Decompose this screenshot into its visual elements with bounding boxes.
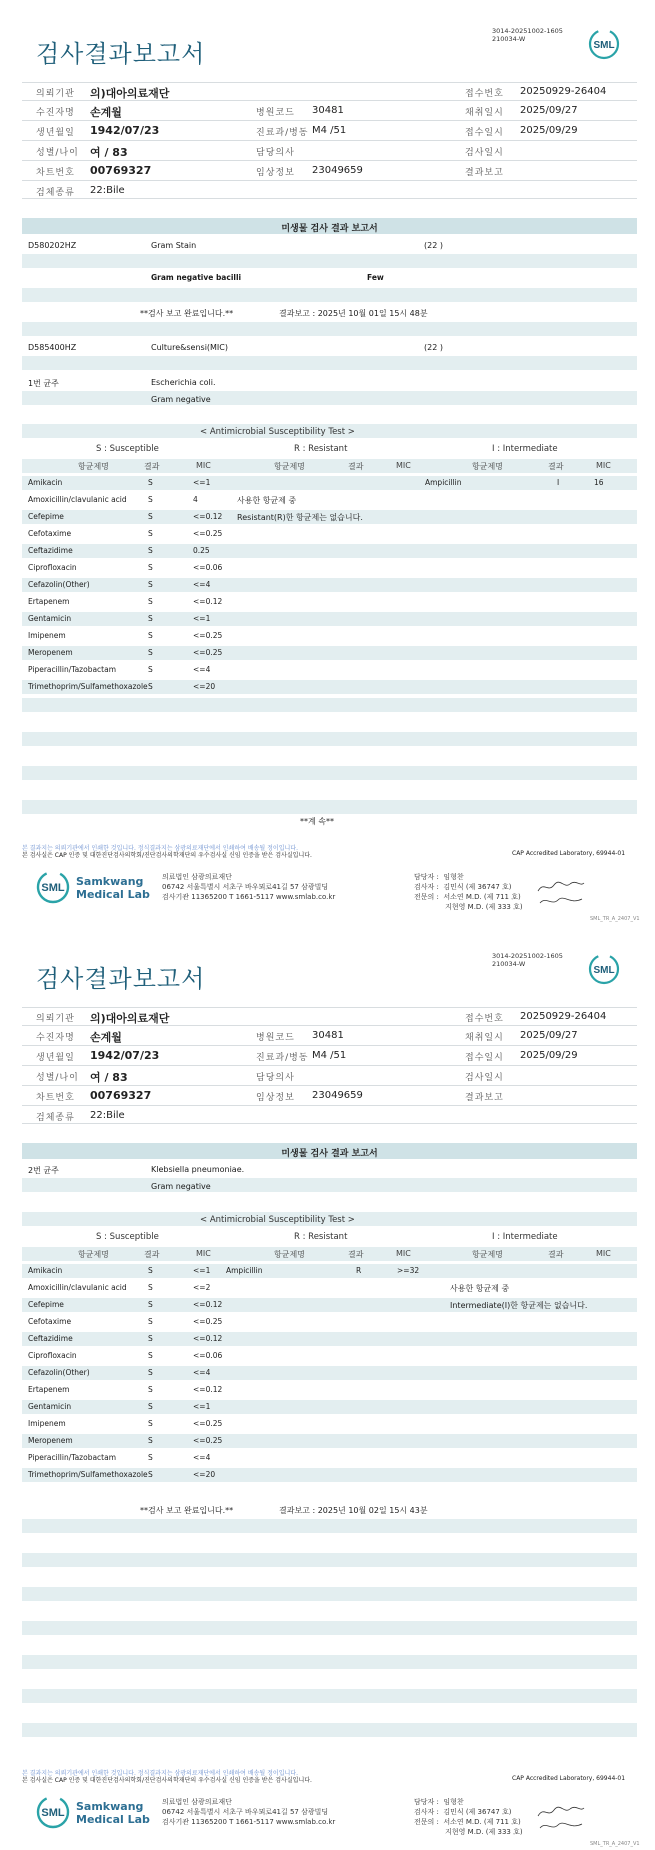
ast-mic: <=4: [193, 665, 211, 674]
gram-name: Gram Stain: [151, 241, 197, 250]
ast-drug: Piperacillin/Tazobactam: [28, 665, 117, 674]
ast-drug: Ertapenem: [28, 597, 70, 606]
ast-mic: <=20: [193, 682, 216, 691]
ast-mic: <=4: [193, 1453, 211, 1462]
brand-line-2: Medical Lab: [76, 1813, 150, 1826]
ast-drug: Amikacin: [28, 478, 63, 487]
ast-drug: Ciprofloxacin: [28, 1351, 77, 1360]
sml-logo-icon: [588, 28, 620, 60]
receipt-date-label: 접수일시: [465, 1053, 504, 1063]
ast-mic: 0.25: [193, 546, 210, 555]
ast-mic: <=0.25: [193, 1419, 223, 1428]
ast-drug: Gentamicin: [28, 614, 72, 623]
sex-age-value: 여 / 83: [90, 1071, 128, 1084]
name-label: 수진자명: [36, 1033, 75, 1043]
ast-drug: Amoxicillin/clavulanic acid: [28, 1283, 127, 1292]
ast-drug: Ceftazidime: [28, 546, 73, 555]
ast-mic: <=0.12: [193, 1334, 223, 1343]
clinical-value: 23049659: [312, 1090, 363, 1101]
ast-result: S: [148, 1436, 153, 1445]
ast-drug: Cefepime: [28, 1300, 64, 1309]
culture-name: Culture&sensi(MIC): [151, 343, 228, 352]
ast-drug: Cefepime: [28, 512, 64, 521]
complete-text: **검사 보고 완료입니다.**: [140, 309, 234, 318]
report-page-2: [0, 925, 655, 1850]
legend-s: S : Susceptible: [96, 1232, 159, 1242]
doctor-label: 담당의사: [256, 148, 295, 158]
sex-age-label: 성별/나이: [36, 1073, 79, 1083]
chart-value: 00769327: [90, 164, 152, 177]
ast-result: S: [148, 1385, 153, 1394]
ast-extra-mic: 16: [594, 478, 604, 487]
receipt-no-value: 20250929-26404: [520, 1011, 607, 1022]
ast-mic: <=0.25: [193, 648, 223, 657]
test-date-label: 검사일시: [465, 148, 504, 158]
receipt-date-value: 2025/09/29: [520, 125, 578, 136]
chart-label: 차트번호: [36, 168, 75, 178]
ast-result: S: [148, 1419, 153, 1428]
ast-drug: Trimethoprim/Sulfamethoxazole: [28, 682, 148, 691]
section-title: 미생물 검사 결과 보고서: [281, 1149, 378, 1159]
institution-value: 의)대아의료재단: [90, 87, 170, 100]
hosp-code-label: 병원코드: [256, 108, 295, 118]
ast-mic: <=1: [193, 614, 211, 623]
ast-drug: Piperacillin/Tazobactam: [28, 1453, 117, 1462]
birth-label: 생년월일: [36, 128, 75, 138]
footer-note: 본 검사실은 CAP 인증 및 대한진단검사의학회/진단검사의학재단의 우수검사실 신임 인증을 받은 검사실입니다.: [22, 852, 312, 859]
ast-result: S: [148, 1334, 153, 1343]
institution-label: 의뢰기관: [36, 89, 75, 99]
ast-result: S: [148, 665, 153, 674]
ast-mic: <=0.06: [193, 563, 223, 572]
col-head-mic: MIC: [396, 461, 411, 470]
organism-no: 1번 균주: [28, 379, 59, 388]
hosp-code-value: 30481: [312, 105, 344, 116]
svg-text:SML: SML: [593, 965, 615, 976]
ast-result: S: [148, 631, 153, 640]
col-head-drug: 항균제명: [472, 462, 503, 471]
col-head-result: 결과: [548, 1250, 564, 1259]
ast-drug: Cefotaxime: [28, 529, 72, 538]
collect-date-value: 2025/09/27: [520, 1030, 578, 1041]
ast-mic: <=0.12: [193, 1300, 223, 1309]
receipt-no-label: 접수번호: [465, 1014, 504, 1024]
legend-i: I : Intermediate: [492, 1232, 558, 1242]
svg-text:SML: SML: [41, 882, 65, 894]
col-head-mic: MIC: [596, 1249, 611, 1258]
collect-date-value: 2025/09/27: [520, 105, 578, 116]
ast-note-1: 사용한 항균제 중: [450, 1284, 510, 1293]
ast-title: < Antimicrobial Susceptibility Test >: [200, 1215, 355, 1225]
ast-extra-drug: Ampicillin: [226, 1266, 263, 1275]
ast-result: S: [148, 1368, 153, 1377]
receipt-date-label: 접수일시: [465, 128, 504, 138]
col-head-result: 결과: [144, 462, 160, 471]
report-label: 결과보고: [465, 1093, 504, 1103]
col-head-mic: MIC: [196, 461, 211, 470]
ast-result: S: [148, 1266, 153, 1275]
samkwang-logo-icon: [36, 1795, 70, 1829]
col-head-drug: 항균제명: [472, 1250, 503, 1259]
ast-extra-result: R: [356, 1266, 362, 1275]
gram-count: (22 ): [424, 241, 443, 250]
legend-s: S : Susceptible: [96, 444, 159, 454]
doctor-label: 담당의사: [256, 1073, 295, 1083]
ast-result: S: [148, 614, 153, 623]
ast-mic: <=0.25: [193, 1436, 223, 1445]
name-value: 손계월: [90, 106, 122, 119]
ast-result: S: [148, 495, 153, 504]
ast-mic: <=20: [193, 1470, 216, 1479]
report-code: 3014-20251002-1605 210034-W: [492, 952, 563, 968]
collect-date-label: 채취일시: [465, 1033, 504, 1043]
report-label: 결과보고: [465, 168, 504, 178]
receipt-no-value: 20250929-26404: [520, 86, 607, 97]
collect-date-label: 채취일시: [465, 108, 504, 118]
brand-line-1: Samkwang: [76, 1800, 144, 1813]
ast-title: < Antimicrobial Susceptibility Test >: [200, 427, 355, 437]
sex-age-value: 여 / 83: [90, 146, 128, 159]
ast-mic: <=1: [193, 478, 211, 487]
ast-result: S: [148, 1351, 153, 1360]
ast-note-2: Intermediate(I)한 항균제는 없습니다.: [450, 1301, 588, 1310]
ast-result: S: [148, 1402, 153, 1411]
ast-mic: <=4: [193, 580, 211, 589]
ast-drug: Trimethoprim/Sulfamethoxazole: [28, 1470, 148, 1479]
report-code: 3014-20251002-1605 210034-W: [492, 27, 563, 43]
brand-line-2: Medical Lab: [76, 888, 150, 901]
ast-mic: <=0.06: [193, 1351, 223, 1360]
ast-mic: <=0.25: [193, 631, 223, 640]
culture-code: D585400HZ: [28, 343, 77, 352]
dept-value: M4 /51: [312, 1050, 347, 1061]
col-head-result: 결과: [144, 1250, 160, 1259]
clinical-label: 임상정보: [256, 1093, 295, 1103]
ast-drug: Cefazolin(Other): [28, 580, 90, 589]
organism-name: Klebsiella pneumoniae.: [151, 1165, 245, 1174]
chart-value: 00769327: [90, 1089, 152, 1102]
organism-name: Escherichia coli.: [151, 378, 216, 387]
complete-text: **검사 보고 완료입니다.**: [140, 1506, 234, 1515]
birth-value: 1942/07/23: [90, 124, 160, 137]
col-head-mic: MIC: [396, 1249, 411, 1258]
col-head-drug: 항균제명: [78, 1250, 109, 1259]
gram-detail: Gram negative bacilli: [151, 273, 242, 282]
ast-extra-result: I: [557, 478, 560, 487]
birth-value: 1942/07/23: [90, 1049, 160, 1062]
organism-gram: Gram negative: [151, 1182, 211, 1191]
ast-drug: Meropenem: [28, 1436, 73, 1445]
specimen-value: 22:Bile: [90, 1110, 125, 1121]
ast-result: S: [148, 597, 153, 606]
ast-result: S: [148, 682, 153, 691]
ast-mic: <=0.12: [193, 1385, 223, 1394]
footer-address: 의료법인 삼광의료재단 06742 서울특별시 서초구 바우뫼로41길 57 삼광빌딩 검사기관 11365200 T 1661-5117 www.smlab.co.kr: [162, 873, 336, 901]
test-date-label: 검사일시: [465, 1073, 504, 1083]
hosp-code-label: 병원코드: [256, 1033, 295, 1043]
footer-note: 본 검사실은 CAP 인증 및 대한진단검사의학회/진단검사의학재단의 우수검사실 신임 인증을 받은 검사실입니다.: [22, 1777, 312, 1784]
col-head-drug: 항균제명: [274, 1250, 305, 1259]
signature-icon: [536, 1818, 586, 1834]
col-head-result: 결과: [348, 462, 364, 471]
cap-text: CAP Accredited Laboratory, 69944-01: [512, 1775, 626, 1782]
ast-mic: <=4: [193, 1368, 211, 1377]
specimen-value: 22:Bile: [90, 185, 125, 196]
name-label: 수진자명: [36, 108, 75, 118]
ast-drug: Ceftazidime: [28, 1334, 73, 1343]
ast-note-2: Resistant(R)한 항균제는 없습니다.: [237, 513, 363, 522]
ast-extra-mic: >=32: [397, 1266, 420, 1275]
legend-i: I : Intermediate: [492, 444, 558, 454]
svg-text:SML: SML: [41, 1807, 65, 1819]
dept-label: 진료과/병동: [256, 128, 309, 138]
complete-report: 결과보고 : 2025년 10월 02일 15시 43분: [279, 1506, 428, 1515]
ast-mic: <=2: [193, 1283, 211, 1292]
organism-gram: Gram negative: [151, 395, 211, 404]
col-head-mic: MIC: [596, 461, 611, 470]
ast-mic: <=1: [193, 1402, 211, 1411]
name-value: 손계월: [90, 1031, 122, 1044]
ast-result: S: [148, 1300, 153, 1309]
ast-result: S: [148, 1283, 153, 1292]
ast-result: S: [148, 546, 153, 555]
ast-mic: <=0.12: [193, 597, 223, 606]
ast-drug: Amoxicillin/clavulanic acid: [28, 495, 127, 504]
ast-note-1: 사용한 항균제 중: [237, 496, 297, 505]
form-code: SML_TR_A_2407_V1: [590, 916, 640, 922]
ast-drug: Gentamicin: [28, 1402, 72, 1411]
col-head-result: 결과: [348, 1250, 364, 1259]
brand-line-1: Samkwang: [76, 875, 144, 888]
chart-label: 차트번호: [36, 1093, 75, 1103]
gram-amount: Few: [367, 273, 384, 282]
col-head-drug: 항균제명: [78, 462, 109, 471]
institution-label: 의뢰기관: [36, 1014, 75, 1024]
gram-code: D580202HZ: [28, 241, 77, 250]
ast-result: S: [148, 580, 153, 589]
ast-drug: Meropenem: [28, 648, 73, 657]
svg-text:SML: SML: [593, 40, 615, 51]
dept-label: 진료과/병동: [256, 1053, 309, 1063]
ast-drug: Ciprofloxacin: [28, 563, 77, 572]
receipt-no-label: 접수번호: [465, 89, 504, 99]
footer-note-blue: 본 결과지는 의뢰기관에서 인쇄한 것입니다. 정식결과지는 삼광의료재단에서 인쇄하여 배송될 정이입니다.: [22, 1770, 299, 1777]
footer-note-blue: 본 결과지는 의뢰기관에서 인쇄한 것입니다. 정식결과지는 삼광의료재단에서 인쇄하여 배송될 정이입니다.: [22, 845, 299, 852]
receipt-date-value: 2025/09/29: [520, 1050, 578, 1061]
ast-result: S: [148, 1453, 153, 1462]
page-title: 검사결과보고서: [36, 965, 206, 993]
specimen-label: 검체종류: [36, 188, 75, 198]
cap-text: CAP Accredited Laboratory, 69944-01: [512, 850, 626, 857]
ast-result: S: [148, 1470, 153, 1479]
col-head-result: 결과: [548, 462, 564, 471]
ast-drug: Cefazolin(Other): [28, 1368, 90, 1377]
sex-age-label: 성별/나이: [36, 148, 79, 158]
dept-value: M4 /51: [312, 125, 347, 136]
ast-result: S: [148, 1317, 153, 1326]
footer-signers: 담당자 : 임형찬 검사자 : 김민식 (제 36747 호) 전문의 : 서소연 M.D. (제 711 호) 지현영 M.D. (제 333 호): [414, 873, 523, 911]
ast-drug: Imipenem: [28, 1419, 66, 1428]
ast-result: S: [148, 529, 153, 538]
specimen-label: 검체종류: [36, 1113, 75, 1123]
ast-mic: <=0.25: [193, 529, 223, 538]
complete-report: 결과보고 : 2025년 10월 01일 15시 48분: [279, 309, 428, 318]
clinical-label: 임상정보: [256, 168, 295, 178]
signature-icon: [536, 893, 586, 909]
organism-no: 2번 균주: [28, 1166, 59, 1175]
ast-extra-drug: Ampicillin: [425, 478, 462, 487]
legend-r: R : Resistant: [294, 1232, 348, 1242]
ast-drug: Imipenem: [28, 631, 66, 640]
ast-mic: <=0.25: [193, 1317, 223, 1326]
legend-r: R : Resistant: [294, 444, 348, 454]
footer-address: 의료법인 삼광의료재단 06742 서울특별시 서초구 바우뫼로41길 57 삼광빌딩 검사기관 11365200 T 1661-5117 www.smlab.co.kr: [162, 1798, 336, 1826]
hosp-code-value: 30481: [312, 1030, 344, 1041]
ast-drug: Ertapenem: [28, 1385, 70, 1394]
birth-label: 생년월일: [36, 1053, 75, 1063]
page-title: 검사결과보고서: [36, 40, 206, 68]
sml-logo-icon: [588, 953, 620, 985]
institution-value: 의)대아의료재단: [90, 1012, 170, 1025]
culture-count: (22 ): [424, 343, 443, 352]
ast-drug: Cefotaxime: [28, 1317, 72, 1326]
continued-text: **계 속**: [300, 817, 334, 826]
footer-signers: 담당자 : 임형찬 검사자 : 김민식 (제 36747 호) 전문의 : 서소연 M.D. (제 711 호) 지현영 M.D. (제 333 호): [414, 1798, 523, 1836]
ast-result: S: [148, 648, 153, 657]
form-code: SML_TR_A_2407_V1: [590, 1841, 640, 1847]
ast-result: S: [148, 512, 153, 521]
ast-result: S: [148, 563, 153, 572]
samkwang-logo-icon: [36, 870, 70, 904]
ast-mic: <=1: [193, 1266, 211, 1275]
clinical-value: 23049659: [312, 165, 363, 176]
section-title: 미생물 검사 결과 보고서: [281, 224, 378, 234]
col-head-mic: MIC: [196, 1249, 211, 1258]
ast-result: S: [148, 478, 153, 487]
ast-drug: Amikacin: [28, 1266, 63, 1275]
col-head-drug: 항균제명: [274, 462, 305, 471]
ast-mic: <=0.12: [193, 512, 223, 521]
ast-mic: 4: [193, 495, 198, 504]
